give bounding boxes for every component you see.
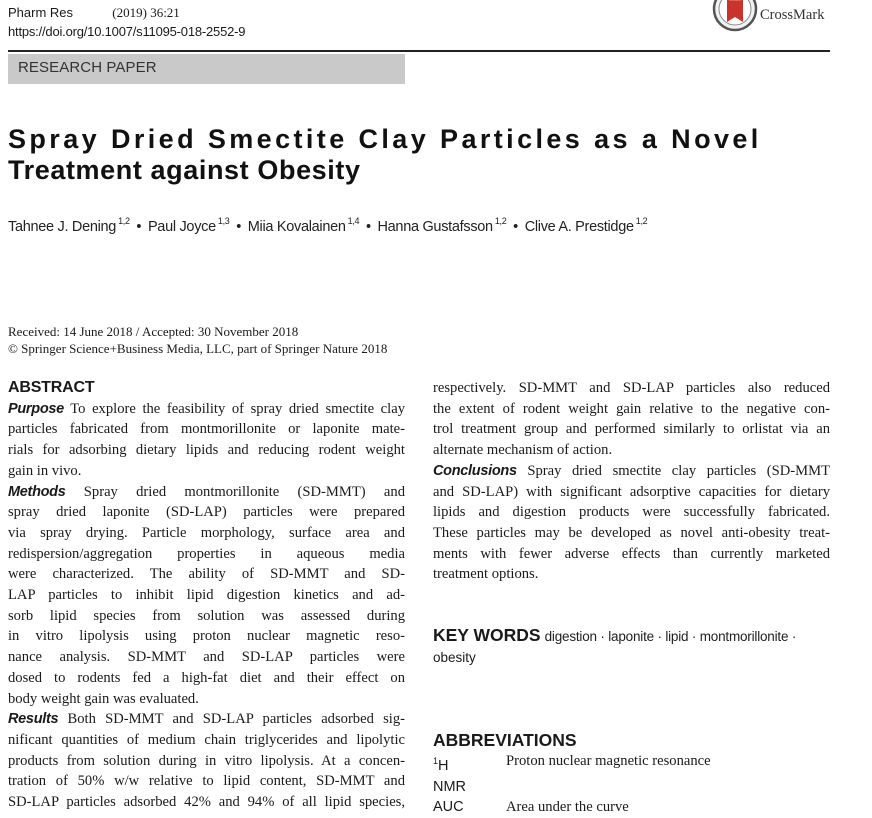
title-line-1: Spray Dried Smectite Clay Particles as a Novel: [8, 124, 762, 154]
abbreviation-term-text: H: [438, 757, 449, 774]
abstract-line: sorb lipid species from solution was assessed during: [8, 607, 405, 624]
keywords-list: digestion · laponite · lipid · montmorillonite ·: [544, 629, 797, 644]
abstract-line: [8, 482, 405, 503]
author-name[interactable]: Miia Kovalainen: [247, 219, 346, 235]
doi-link[interactable]: https://doi.org/10.1007/s11095-018-2552-9: [8, 24, 246, 39]
methods-label: Methods: [8, 483, 66, 500]
citation-volume: (2019) 36:21: [112, 5, 180, 20]
crossmark-badge[interactable]: [708, 0, 848, 38]
abstract-right-column: [433, 378, 830, 585]
received-accepted-dates: Received: 14 June 2018 / Accepted: 30 November 2018: [8, 324, 299, 339]
abstract-text: Spray dried smectite clay particles (SD-MMT: [516, 462, 830, 479]
abstract-text: Spray dried montmorillonite (SD-MMT) and: [65, 483, 405, 500]
header-divider: [8, 50, 830, 52]
crossmark-icon: [712, 0, 758, 32]
keywords-list-continued: obesity: [433, 650, 476, 665]
abstract-line: products from solution during in vitro lipolysis. At a concen-: [8, 752, 405, 769]
abbreviations-section: [433, 729, 833, 818]
abstract-line: in vitro lipolysis using proton nuclear magnetic reso-: [8, 628, 405, 645]
author-separator: •: [236, 219, 242, 235]
conclusions-label: Conclusions: [433, 462, 517, 479]
abbreviation-term: NMR: [433, 778, 467, 795]
abstract-line: tration of 50% w/w relative to lipid content, SD-MMT and: [8, 773, 405, 790]
abbreviation-row: [433, 797, 833, 818]
abstract-line: body weight gain was evaluated.: [8, 690, 199, 707]
abstract-line: the extent of rodent weight gain relative to the negative con-: [433, 400, 830, 417]
abstract-line: ments with fewer adverse effects than currently marketed: [433, 545, 830, 562]
author-affiliation: 1,4: [347, 216, 360, 226]
abstract-text: Both SD-MMT and SD-LAP particles adsorbed sig-: [58, 711, 405, 728]
abstract-line: particles fabricated from montmorillonite or laponite mate-: [8, 421, 405, 438]
abstract-line: LAP particles to inhibit lipid digestion kinetics and ad-: [8, 587, 405, 604]
crossmark-label: CrossMark: [760, 7, 825, 23]
abstract-line: via spray drying. Particle morphology, surface area and: [8, 524, 405, 541]
author-affiliation: 1,2: [635, 216, 648, 226]
abstract-line: redispersion/aggregation properties in aqueous media: [8, 545, 405, 562]
isotope-superscript: 1: [433, 756, 439, 766]
title-line-2: Treatment against Obesity: [8, 155, 361, 185]
author-affiliation: 1,2: [494, 216, 507, 226]
purpose-label: Purpose: [8, 400, 64, 417]
author-separator: •: [136, 219, 142, 235]
author-name[interactable]: Tahnee J. Dening: [8, 219, 117, 235]
abbreviation-row: [433, 777, 833, 798]
journal-citation: [8, 5, 180, 21]
abbreviations-heading: ABBREVIATIONS: [433, 730, 577, 750]
abbreviation-term: AUC: [433, 799, 464, 816]
author-separator: •: [513, 219, 518, 235]
abstract-line: gain in vivo.: [8, 462, 82, 479]
copyright-notice: © Springer Science+Business Media, LLC, part of Springer Nature 2018: [8, 341, 388, 356]
abstract-line: nance analysis. SD-MMT and SD-LAP particles were: [8, 649, 405, 666]
author-name[interactable]: Clive A. Prestidge: [524, 219, 634, 235]
abstract-line: dosed to rodents fed a high-fat diet and their effect on: [8, 669, 405, 686]
abstract-line: SD-LAP particles adsorbed 42% and 94% of all lipid species,: [8, 794, 405, 811]
abstract-heading: ABSTRACT: [8, 379, 95, 396]
abstract-line: nificant quantities of medium chain triglycerides and lipolytic: [8, 731, 405, 748]
abstract-line: alternate mechanism of action.: [433, 442, 613, 459]
abstract-text: To explore the feasibility of spray dried smectite clay: [63, 400, 405, 417]
abstract-line: trol treatment group and performed similarly to orlistat via an: [433, 421, 830, 438]
author-list: [8, 216, 647, 235]
abbreviation-definition: Area under the curve: [506, 799, 629, 816]
author-affiliation: 1,2: [118, 216, 130, 226]
abstract-line: rials for adsorbing dietary lipids and reducing rodent weight: [8, 442, 405, 459]
abstract-line: [433, 461, 830, 482]
abstract-line: and SD-LAP) with significant adsorptive capacities for dietary: [433, 483, 830, 500]
abstract-line: were characterized. The ability of SD-MMT and SD-: [8, 566, 405, 583]
author-name[interactable]: Paul Joyce: [147, 219, 216, 235]
abbreviation-term: [433, 751, 506, 777]
author-separator: •: [365, 219, 371, 235]
abstract-line: spray dried laponite (SD-LAP) particles were prepared: [8, 504, 405, 521]
abstract-left-column: [8, 378, 405, 813]
keywords-section: [433, 625, 833, 668]
article-title: [8, 124, 832, 186]
abstract-line: respectively. SD-MMT and SD-LAP particles also reduced: [433, 380, 830, 396]
abbreviation-definition: Proton nuclear magnetic resonance: [506, 753, 711, 769]
keywords-line: [433, 625, 833, 647]
results-label: Results: [8, 711, 59, 728]
author-name[interactable]: Hanna Gustafsson: [377, 219, 493, 235]
section-label: RESEARCH PAPER: [8, 54, 405, 84]
abstract-line: These particles may be developed as novel anti-obesity treat-: [433, 524, 830, 541]
abbreviation-row: [433, 751, 833, 777]
keywords-heading: KEY WORDS: [433, 625, 541, 645]
abstract-line: [8, 399, 405, 420]
abstract-line: [8, 709, 405, 730]
abstract-line: lipids and digestion products were successfully fabricated.: [433, 504, 830, 521]
author-affiliation: 1,3: [217, 216, 230, 226]
journal-name: Pharm Res: [8, 5, 74, 20]
abstract-line: treatment options.: [433, 566, 539, 583]
